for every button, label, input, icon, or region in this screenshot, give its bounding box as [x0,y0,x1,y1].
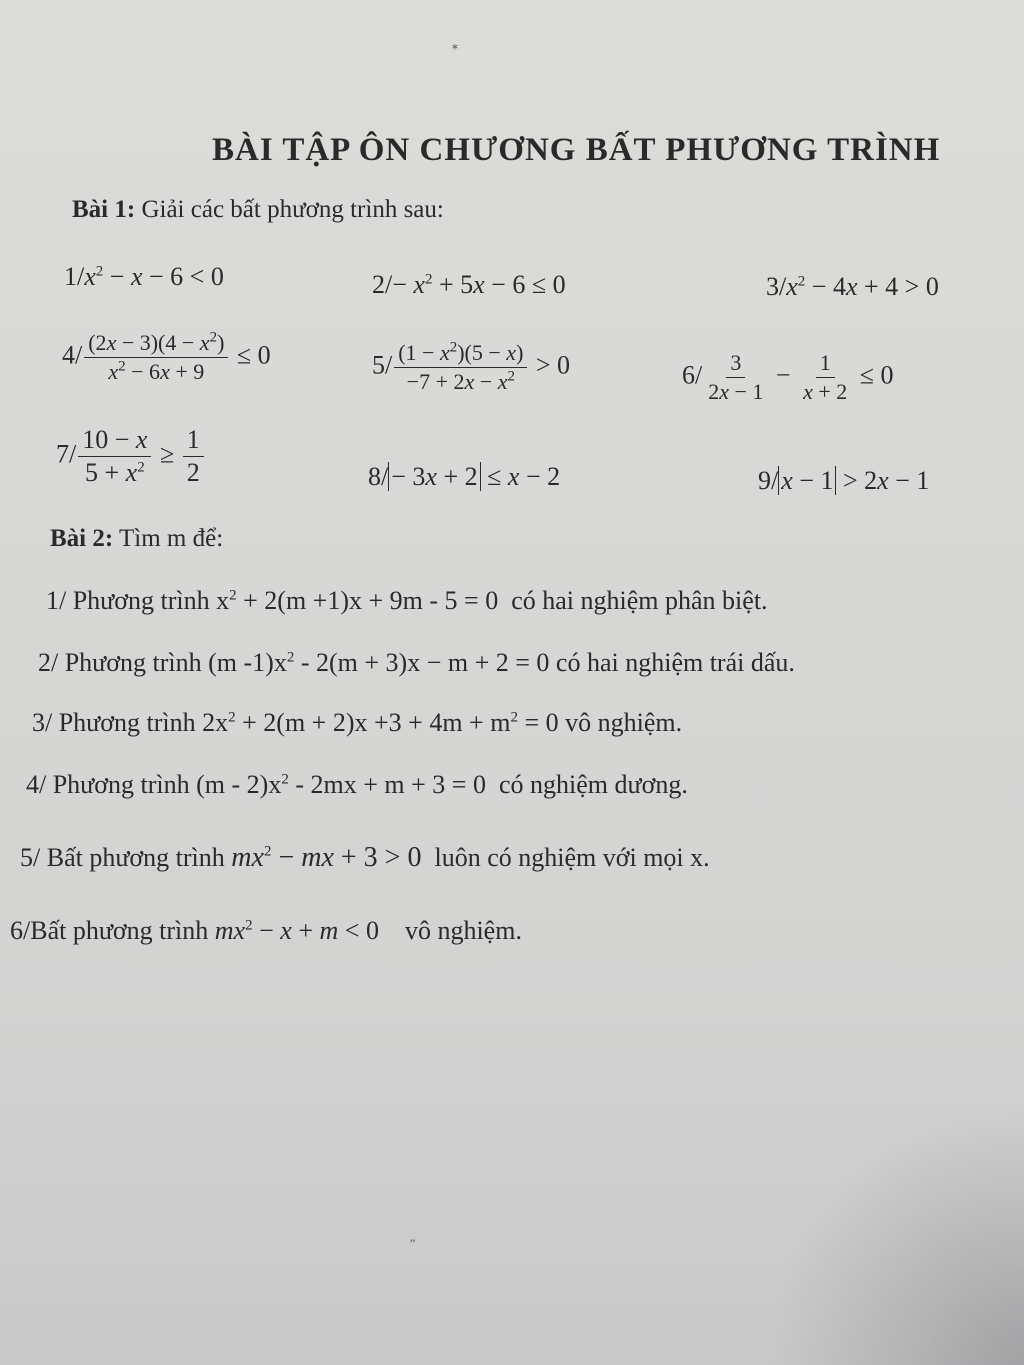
section-1-instruction: Giải các bất phương trình sau: [141,196,444,223]
problem-2-3-prefix: 3/ Phương trình [32,708,196,737]
page-title: BÀI TẬP ÔN CHƯƠNG BẤT PHƯƠNG TRÌNH [212,132,941,168]
problem-2-5-equation: $mx^2$ − mx + 3 > 0 [231,842,422,873]
problem-2-1-suffix: có hai nghiệm phân biệt. [511,586,768,615]
section-1-label: Bài 1: [72,196,136,223]
problem-2-4-suffix: có nghiệm dương. [498,770,688,799]
problem-2-2-suffix: có hai nghiệm trái dấu. [555,648,795,677]
problem-2-3-suffix: vô nghiệm. [565,708,683,737]
problem-2-3 [32,708,682,738]
inequality-3: $3/x^2 - 4x + 4 > 0$ [766,272,939,301]
problem-2-2-prefix: 2/ Phương trình [38,648,202,677]
paper-speck: ” [410,1236,416,1250]
problem-2-4-prefix: 4/ Phương trình [26,770,190,799]
problem-2-5 [20,842,710,874]
problem-2-6-prefix: 6/Bất phương trình [10,916,209,945]
inequality-6: 6/ $\frac{3}{2x - 1}$ − $\frac{1}{x + 2}$ ≤ 0 [682,350,894,404]
section-1-heading [72,196,444,224]
problem-2-1-equation: $x^2 + 2(m +1)x + 9m - 5 = 0$ [216,586,499,615]
section-2-heading [50,525,223,553]
problem-2-5-prefix: 5/ Bất phương trình [20,843,225,872]
inequality-2: $2/- x^2 + 5x - 6 \le 0$ [372,270,566,299]
problem-2-2 [38,648,795,678]
problem-2-6-equation: $mx^2 - x + m < 0$ [214,916,379,945]
problem-2-1 [46,586,768,616]
section-2-label: Bài 2: [50,525,114,552]
inequality-9: 9/ x − 1 > 2x − 1 [758,466,930,495]
inequality-8: 8/ − 3x + 2 ≤ x − 2 [368,462,561,491]
inequality-7: 7/ $\frac{10 - x}{5 + x^2}$ ≥ $\frac{1}{2}$ [56,425,206,488]
problem-2-2-equation: (m $-1)x^2 - 2(m + 3)x - m + 2 = 0$ [208,648,550,677]
problem-2-6 [10,916,522,946]
paper-speck: ⁎ [452,38,458,52]
section-2-instruction: Tìm m để: [119,525,224,552]
problem-2-5-suffix: luôn có nghiệm với mọi x. [434,843,710,872]
problem-2-1-prefix: 1/ Phương trình [46,586,210,615]
problem-2-4 [26,770,688,800]
problem-2-6-suffix: vô nghiệm. [404,916,522,945]
inequality-1: $1/x^2 - x - 6 < 0$ [64,262,224,291]
problem-2-3-equation: $2x^2 + 2(m + 2)x +3 + 4m + m^2 = 0$ [202,708,559,737]
page-shadow [764,1105,1024,1365]
inequality-5: 5/ $\frac{(1 - x^2)(5 - x)}{-7 + 2x - x^2}$ > 0 [372,339,571,394]
inequality-4: 4/ $\frac{(2x - 3)(4 - x^2)}{x^2 - 6x + 9}$ ≤ 0 [62,329,271,384]
problem-2-4-equation: $(m - 2)x^2 - 2mx + m + 3 = 0$ [196,770,486,799]
